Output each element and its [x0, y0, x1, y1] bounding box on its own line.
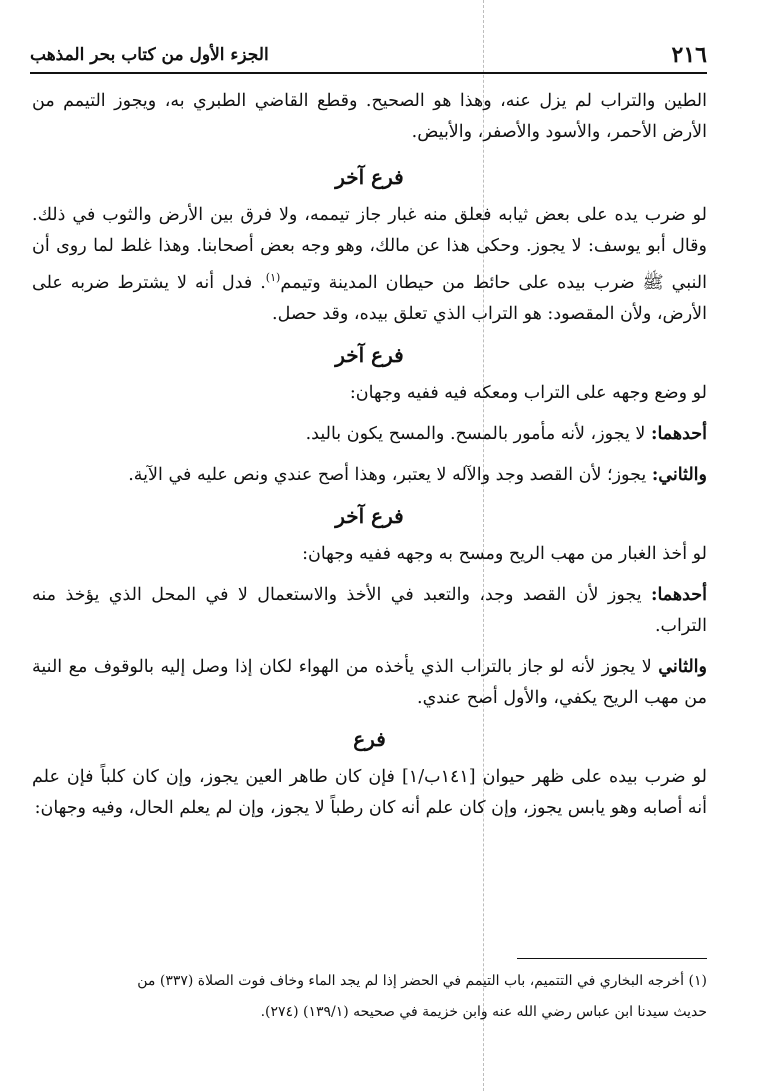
footnote-line-2: حديث سيدنا ابن عباس رضي الله عنه وابن خزيمة في صحيحه (١٣٩/١) (٢٧٤).: [260, 1004, 707, 1020]
paragraph-8-lead: والثاني: [658, 656, 707, 677]
paragraph-8-text: لا يجوز لأنه لو جاز بالتراب الذي يأخذه من الهواء لكان إذا وصل إليه بالوقوف مع النية من مهب الريح يكفي، والأول أصح عندي.: [32, 656, 707, 708]
paragraph-5-text: يجوز؛ لأن القصد وجد والآله لا يعتبر، وهذا أصح عندي ونص عليه في الآية.: [128, 464, 652, 485]
paragraph-4: [32, 419, 707, 450]
paragraph-2-end: . فدل أنه لا يشترط ضربه على الأرض، ولأن المقصود: هو التراب الذي تعلق بيده، وقد حصل.: [32, 272, 707, 324]
paragraph-6: لو أخذ الغبار من مهب الريح ومسح به وجهه ففيه وجهان:: [302, 543, 707, 564]
footnote-line-1: (١) أخرجه البخاري في التتميم، باب التيمم في الحضر إذا لم يجد الماء وخاف فوت الصلاة (٣٣٧) من: [137, 973, 707, 989]
page-header: [30, 38, 707, 74]
footnote-separator: [517, 958, 707, 959]
section-heading-2: فرع آخر: [335, 342, 404, 367]
paragraph-7-lead: أحدهما:: [650, 584, 707, 605]
paragraph-7-text: يجوز لأن القصد وجد، والتعبد في الأخذ والاستعمال لا في المحل الذي يؤخذ منه التراب.: [32, 584, 707, 636]
paragraph-5: [32, 460, 707, 491]
section-heading-3: فرع آخر: [335, 503, 404, 528]
paragraph-8: [32, 652, 707, 714]
section-heading-4: فرع: [353, 726, 386, 751]
paragraph-7: [32, 580, 707, 642]
paragraph-5-lead: والثاني:: [651, 464, 707, 485]
book-title: الجزء الأول من كتاب بحر المذهب: [30, 45, 269, 65]
paragraph-1: الطين والتراب لم يزل عنه، وهذا هو الصحيح. وقطع القاضي الطبري به، ويجوز التيمم من الأرض الأحمر، والأسود والأصفر، والأبيض.: [32, 91, 707, 142]
section-heading-1: فرع آخر: [335, 165, 404, 189]
paragraph-3: لو وضع وجهه على التراب ومعكه فيه ففيه وجهان:: [349, 382, 707, 403]
page-number: ٢١٦: [671, 42, 707, 68]
paragraph-9: لو ضرب بيده على ظهر حيوان [١٤١ب/١] فإن كان طاهر العين يجوز، وإن كان كلباً فإن علم أنه أصابه وهو يابس يجوز، وإن كان علم أنه كان رطباً لا يجوز، وإن لم يعلم الحال، وفيه وجهان:: [32, 766, 707, 818]
footnote: [32, 966, 707, 1028]
page-body: [32, 86, 707, 824]
paragraph-4-text: لا يجوز، لأنه مأمور بالمسح. والمسح يكون باليد.: [305, 423, 651, 444]
paragraph-4-lead: أحدهما:: [650, 423, 707, 444]
paragraph-2: [32, 200, 707, 330]
paragraph-2-text: لو ضرب يده على بعض ثيابه فعلق منه غبار جاز تيممه، ولا فرق بين الأرض والثوب في ذلك. وقال أبو يوسف: لا يجوز. وحكى هذا عن مالك، وهو وجه بعض أصحابنا. وهذا غلط لما روى أن النبي ﷺ ضرب بيده على حائط من حيطان المدينة وتيمم: [32, 205, 707, 293]
footnote-ref: (١): [265, 271, 281, 284]
